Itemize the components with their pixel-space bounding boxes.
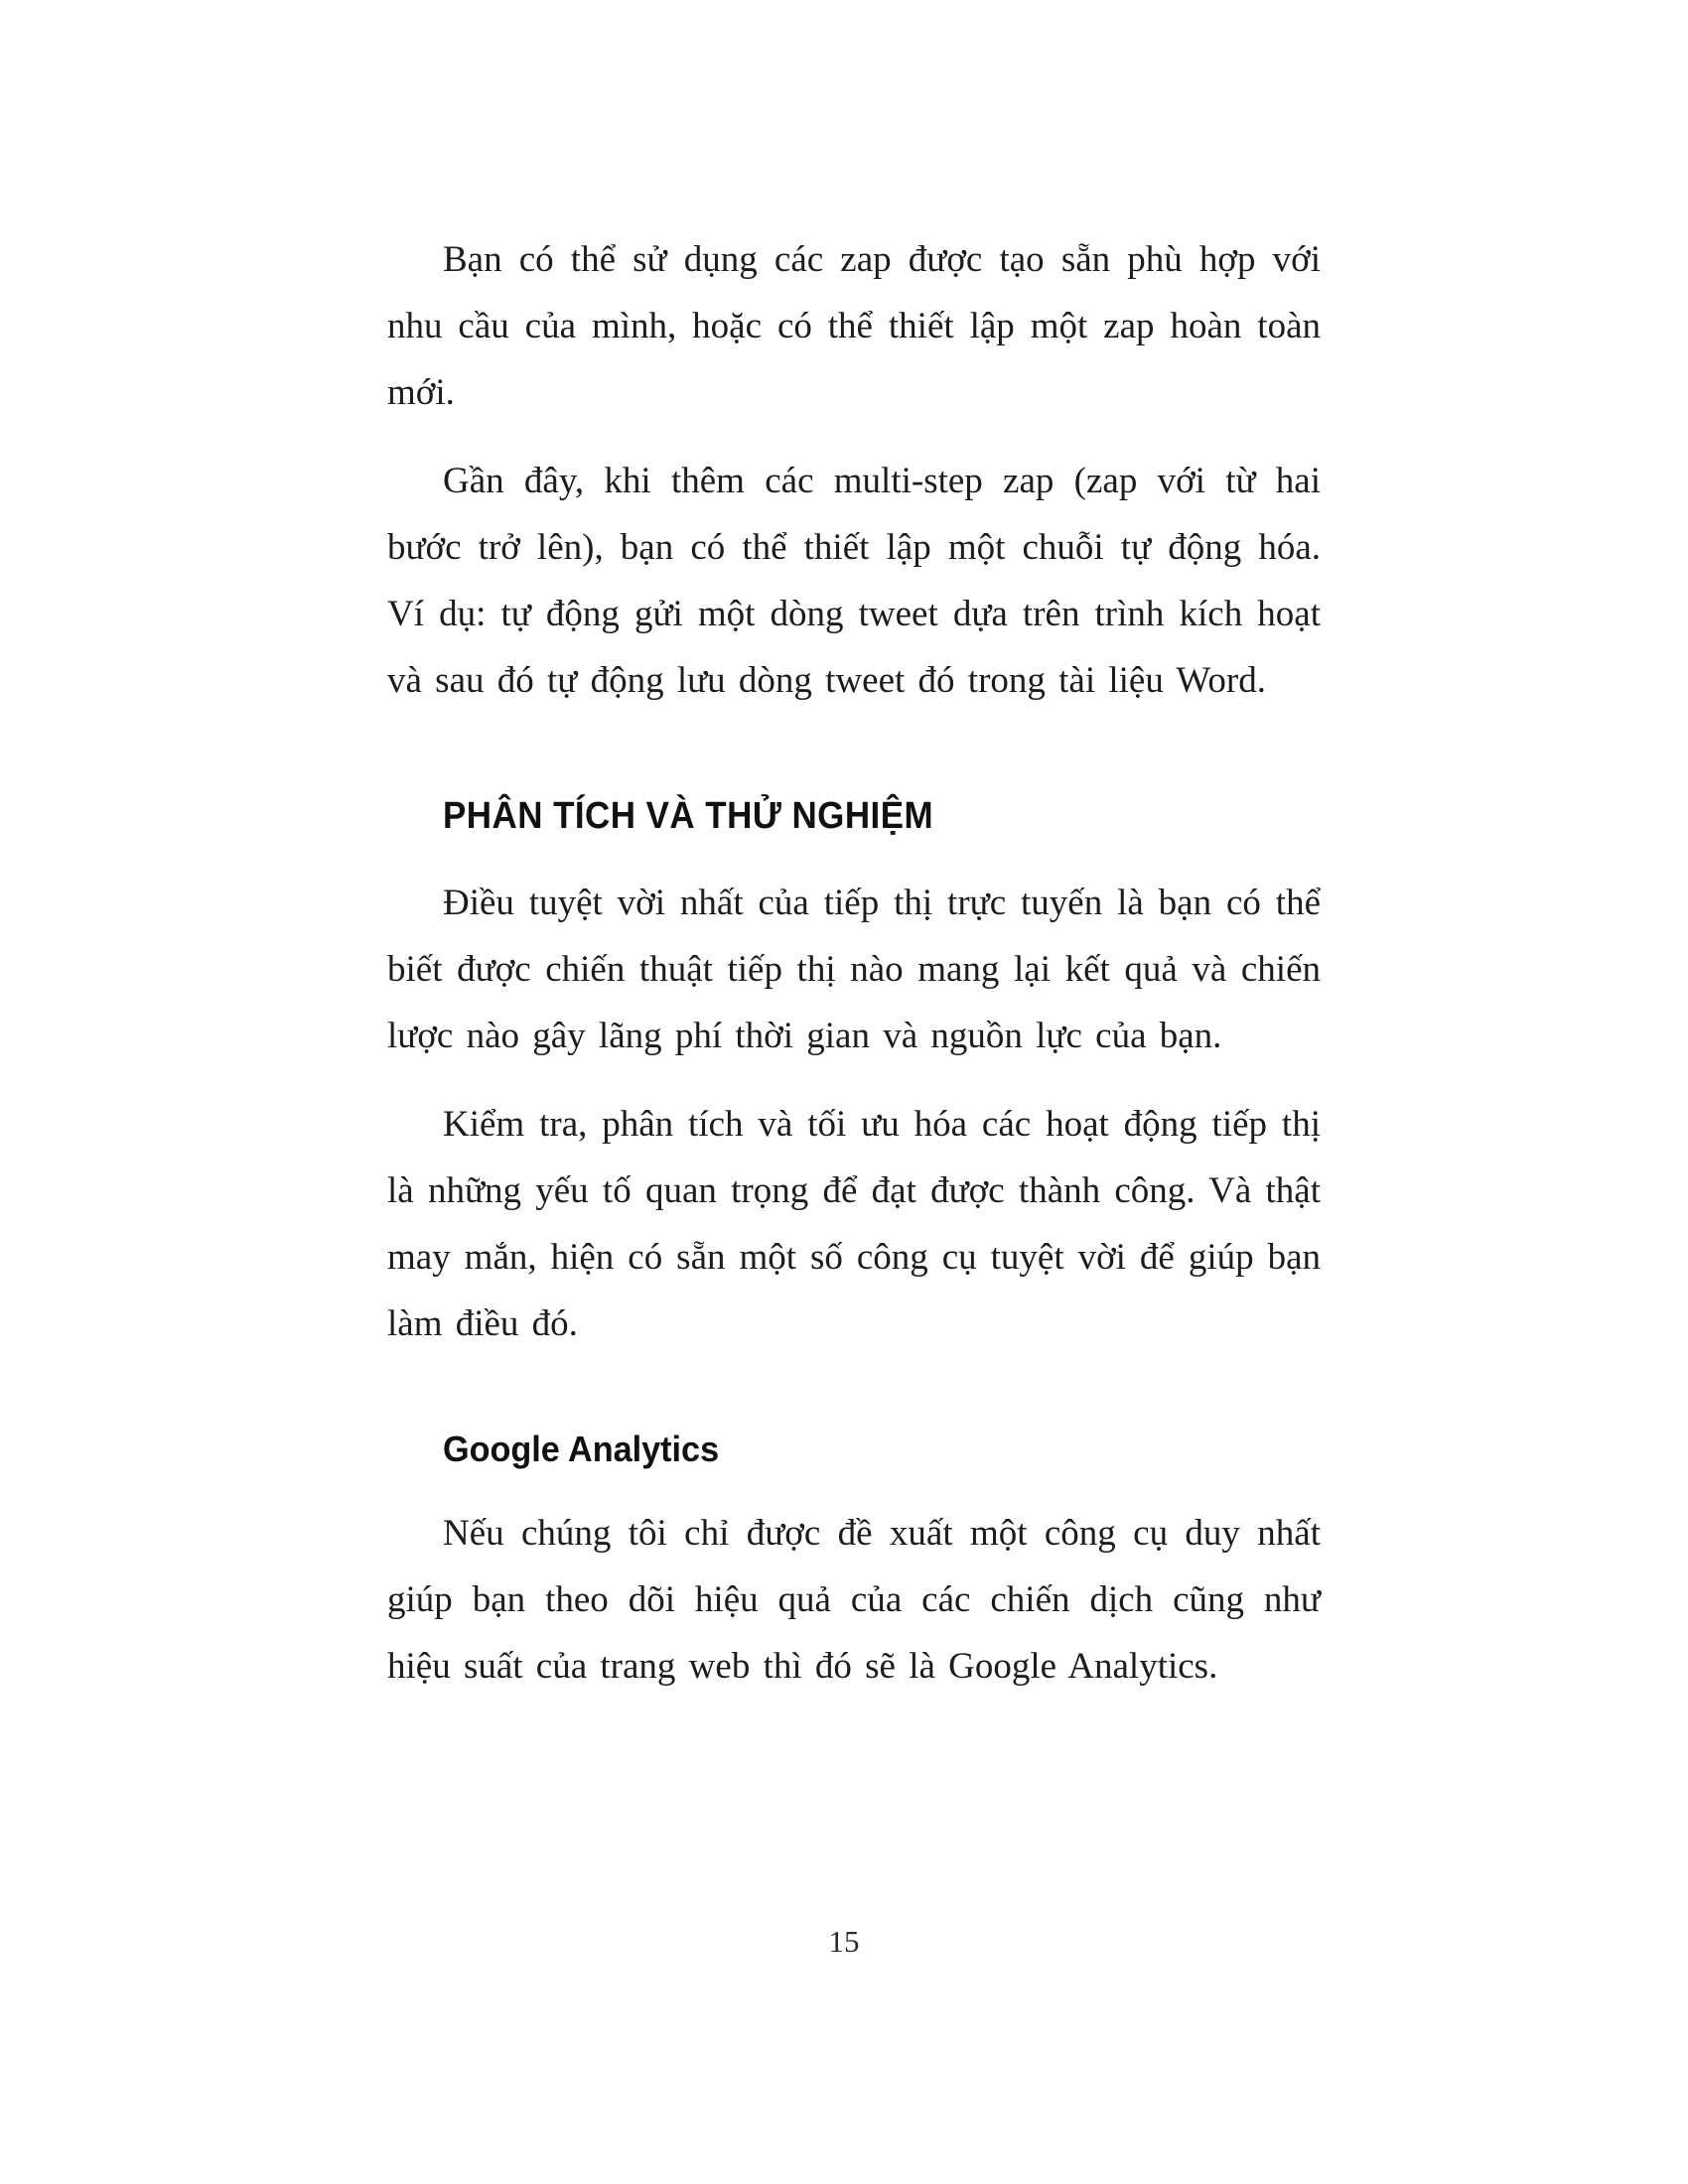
paragraph-google-analytics-recommendation: Nếu chúng tôi chỉ được đề xuất một công cụ duy nhất giúp bạn theo dõi hiệu quả của các chiến dịch cũng như hiệu suất của trang web thì đó sẽ là Google Analytics. — [387, 1513, 1321, 1687]
page-content — [387, 0, 1321, 1721]
page-number: 15 — [828, 1924, 860, 1959]
paragraph-testing-importance: Kiểm tra, phân tích và tối ưu hóa các hoạt động tiếp thị là những yếu tố quan trọng để đạt được thành công. Và thật may mắn, hiện có sẵn một số công cụ tuyệt vời để giúp bạn làm điều đó. — [387, 1104, 1321, 1344]
paragraph-online-marketing-benefit: Điều tuyệt vời nhất của tiếp thị trực tuyến là bạn có thể biết được chiến thuật tiếp thị nào mang lại kết quả và chiến lược nào gây lãng phí thời gian và nguồn lực của bạn. — [387, 883, 1321, 1056]
section-heading-analysis-testing: PHÂN TÍCH VÀ THỬ NGHIỆM — [443, 795, 934, 837]
paragraph-multistep-zap: Gần đây, khi thêm các multi-step zap (zap với từ hai bước trở lên), bạn có thể thiết lập một chuỗi tự động hóa. Ví dụ: tự động gửi một dòng tweet dựa trên trình kích hoạt và sau đó tự động lưu dòng tweet đó trong tài liệu Word. — [387, 461, 1321, 701]
paragraph-zap-intro: Bạn có thể sử dụng các zap được tạo sẵn phù hợp với nhu cầu của mình, hoặc có thể thiết lập một zap hoàn toàn mới. — [387, 239, 1321, 413]
subsection-heading-google-analytics: Google Analytics — [443, 1429, 720, 1469]
